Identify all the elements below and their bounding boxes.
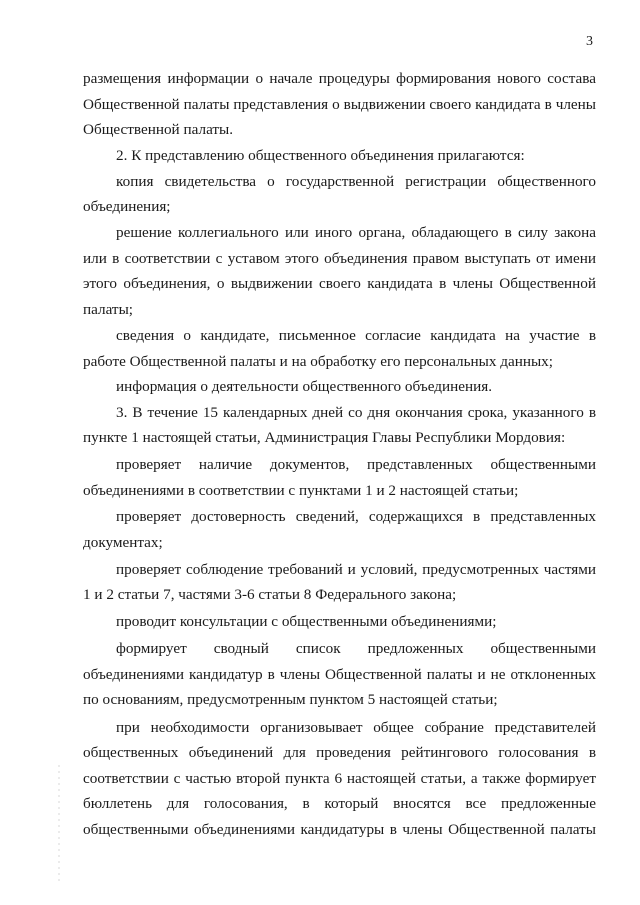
paragraph-summary-list: формирует сводный список предложенных общественными объединениями кандидатур в члены Общественной палаты и не отклоненных по основаниям, предусмотренным пунктом 5 настоящей статьи; [83, 640, 596, 709]
paragraph-association-info: информация о деятельности общественного объединения. [116, 378, 492, 396]
paragraph-check-documents: проверяет наличие документов, представленных общественными объединениями в соответствии с пунктами 1 и 2 настоящей статьи; [83, 456, 596, 499]
paragraph-candidate-info: сведения о кандидате, письменное согласие кандидата на участие в работе Общественной палаты и на обработку его персональных данных; [83, 326, 596, 370]
document-body [83, 66, 596, 843]
paragraph-collegial-decision: решение коллегиального или иного органа, обладающего в силу закона или в соответствии с уставом этого объединения правом выступать от имени этого объединения, о выдвижении своего кандидата в члены Общественной палаты; [83, 224, 596, 318]
paragraph-registration-copy: копия свидетельства о государственной регистрации общественного объединения; [83, 172, 596, 216]
paragraph-general-meeting: при необходимости организовывает общее собрание представителей общественных объединений для проведения рейтингового голосования в соответствии с частью второй пункта 6 настоящей статьи, а также формирует бюллетень для голосования, в который вносятся все предложенные общественными объединениями кандидатуры в члены Общественной палаты [83, 718, 596, 838]
paragraph-check-requirements: проверяет соблюдение требований и условий, предусмотренных частями 1 и 2 статьи 7, частями 3-6 статьи 8 Федерального закона; [83, 560, 596, 604]
paragraph-item-3-intro: 3. В течение 15 календарных дней со дня окончания срока, указанного в пункте 1 настоящей статьи, Администрация Главы Республики Мордовия: [83, 403, 596, 447]
scan-margin-mark [58, 765, 60, 883]
paragraph-consultations: проводит консультации с общественными объединениями; [116, 613, 497, 631]
paragraph-check-accuracy: проверяет достоверность сведений, содержащихся в представленных документах; [83, 508, 596, 552]
page-number: 3 [586, 34, 593, 49]
paragraph-continuation: размещения информации о начале процедуры формирования нового состава Общественной палаты представления о выдвижении своего кандидата в члены Общественной палаты. [83, 70, 596, 139]
paragraph-item-2-intro: 2. К представлению общественного объединения прилагаются: [116, 147, 525, 165]
